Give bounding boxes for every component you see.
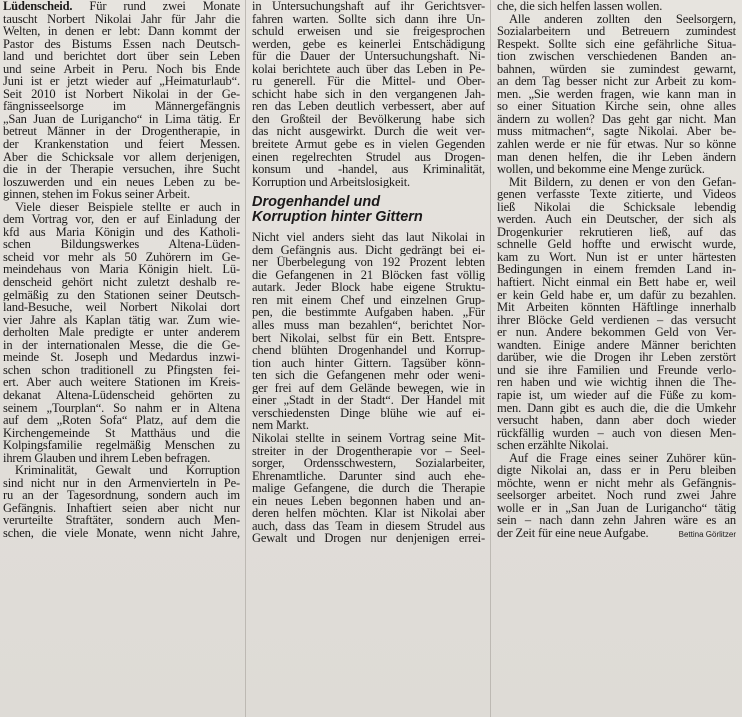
- text-line: pen, die bestimmte Aufgaben haben. „Für: [252, 306, 485, 320]
- text-line: tion zwischen verschiedenen Banden an-: [497, 50, 736, 63]
- text-line: versucht haben, dann aber doch wieder: [497, 414, 736, 427]
- text-line: einen regelrechten Strudel aus Drogen-: [252, 150, 485, 164]
- subheading: [252, 195, 485, 225]
- column-rule: [245, 0, 246, 717]
- text-line: Viele dieser Beispiele stellte er auch in: [15, 200, 240, 214]
- text-line: rapie ist, um wieder auf die Füße zu kom-: [497, 388, 736, 402]
- text-line: und sie ihre Familien und Freunde verlo-: [497, 363, 736, 377]
- text-line: Juni ist er jetzt wieder auf „Heimaturlaub“.: [3, 75, 240, 88]
- text-line: autark. Jeder Block habe eigene Struktu-: [252, 281, 485, 294]
- text-line: schen erzählte Nikolai.: [497, 439, 609, 452]
- text-line: Kriminalität, Gewalt und Korruption: [15, 464, 240, 477]
- column-rule: [490, 0, 491, 717]
- text-line: an dem Tag besser nicht zur Arbeit zu kom-: [497, 75, 736, 88]
- text-line: men. Dann gibt es auch die, die die Umkehr: [497, 401, 736, 415]
- text-line: chend blühten Drogenhandel und Korrup-: [252, 344, 485, 357]
- text-line: Lüdenscheid. Für rund zwei Monate: [3, 0, 240, 13]
- text-line: Respekt. Sollte sich eine gefährliche Situa-: [497, 37, 736, 51]
- text-line: derholten Male predigte er unter anderem: [3, 326, 240, 339]
- text-line: werden. Auch ein Deutscher, der sich als: [497, 213, 736, 226]
- text-line: Ehrenamtliche. Darunter sind auch ehe-: [252, 469, 485, 483]
- text-line: tion auch hinter Gittern. Tagsüber könn-: [252, 356, 485, 370]
- text-line: Gewalt und Drogen nur denjenigen errei-: [252, 532, 485, 545]
- text-line: tauscht Norbert Nikolai Jahr für Jahr die: [3, 12, 240, 26]
- text-line: Kolpingsfamilie regelmäßig Menschen zu: [3, 439, 240, 452]
- text-line: den Großteil der Bevölkerung habe sich: [252, 112, 485, 126]
- subheading-line: Drogenhandel und: [252, 194, 381, 211]
- text-line: Aber die Schicksale vor allem derjenigen,: [3, 150, 240, 164]
- text-line: Nikolai stellte in seinem Vortrag seine Mit-: [252, 431, 485, 445]
- closing-sentence: der Zeit für eine neue Aufgabe.: [497, 526, 649, 540]
- text-line: genen verfasste Texte zitierte, und Videos: [497, 188, 736, 201]
- text-line: meinde St. Joseph und Medardus inzwi-: [3, 351, 240, 364]
- text-line: Mit Arbeiten könnten Häftlinge innerhalb: [497, 301, 736, 314]
- subheading-line: Korruption hinter Gittern: [252, 209, 423, 226]
- text-line: sorger, Ordensschwestern, Sozialarbeiter,: [252, 457, 485, 470]
- text-line: Pastor des Bistums Essen nach Deutsch-: [3, 37, 240, 51]
- text-line: ändern zu wollen? Das geht gar nicht. Man: [497, 112, 736, 126]
- photo-credit: Bettina Görlitzer: [678, 529, 736, 539]
- text-line: wandten. Einige andere Männer berichten: [497, 338, 736, 352]
- text-line: denscheid gehört nicht zuletzt deshalb re-: [3, 276, 240, 289]
- text-line: seinem „Tourplan“. So nahm er in Altena: [3, 401, 240, 415]
- text-line: ren das Leben deutlich verbessert, aber auf: [252, 100, 485, 113]
- text-line: Nicht viel anders sieht das laut Nikolai in: [252, 231, 485, 244]
- text-line: ihrer Blöcke Geld verdienen – das versucht: [497, 313, 736, 327]
- text-line: men. „Sie werden fragen, wie kann man in: [497, 87, 736, 101]
- text-line: ein neues Leben begonnen haben und an-: [252, 494, 485, 508]
- text-line: schen schon traditionell zu Pfingsten fei-: [3, 363, 240, 377]
- text-line: ger frei auf dem Gelände bewegen, wie in: [252, 381, 485, 395]
- text-line: vier Jahre als Kaplan tätig war. Zum wie-: [3, 313, 240, 327]
- text-line: dekanat Altena-Lüdenscheid gehörten zu: [3, 388, 240, 402]
- text-line: schen, die viele Monate, wenn nicht Jahre,: [3, 526, 240, 540]
- text-line: bahnen, würden sie zumindest gewarnt,: [497, 62, 736, 76]
- text-line: kam zu Wort. Nun ist er unter härtesten: [497, 250, 736, 264]
- text-line: ner Überbelegung von 192 Prozent lebten: [252, 256, 485, 269]
- text-line: meindehaus von Maria Königin hielt. Lü-: [3, 263, 240, 277]
- text-line: ließ Nikolai die Schicksale lebendig: [497, 200, 736, 214]
- text-line: auf dem „Roten Sofa“ Platz, auf dem die: [3, 414, 240, 427]
- text-line: muss mitmachen“, sagte Nikolai. Aber be-: [497, 125, 736, 139]
- text-line: er kein Geld habe er, um dafür zu bezahlen.: [497, 288, 736, 302]
- text-line: und seine Arbeit in Peru. Noch bis Ende: [3, 62, 240, 76]
- text-line: die Gefangenen in 21 Blöcken fast völlig: [252, 268, 485, 282]
- text-line: fängnisseelsorge im Männergefängnis: [3, 100, 240, 113]
- text-line: Bedingungen in einem fremden Land in-: [497, 263, 736, 277]
- text-line: digte Nikolai an, dass er in Peru bleiben: [497, 464, 736, 477]
- text-line: seelsorger arbeitet. Noch rund zwei Jahre: [497, 489, 736, 502]
- text-line: ru an der Tagesordnung, sondern auch im: [3, 489, 240, 502]
- text-line: Auf die Frage eines seiner Zuhörer kün-: [509, 451, 736, 465]
- text-line: ert. Aber auch weitere Stationen im Kreis-: [3, 376, 240, 389]
- text-line: für die Dauer der Untersuchungshaft. Ni-: [252, 50, 485, 63]
- article-column-1: [3, 0, 240, 717]
- text-line: ginnen, stehen im Fokus seiner Arbeit.: [3, 188, 190, 201]
- text-line: alles muss man bezahlen“, berichtet Nor-: [252, 319, 485, 332]
- text-line: scheid vor mehr als 50 Zuhörern im Ge-: [3, 250, 240, 264]
- text-line: rückfällig wurden – auch von diesen Men-: [497, 426, 736, 440]
- text-line: in der internationalen Messe, die die Ge-: [3, 338, 240, 352]
- text-line: deren helfen möchten. Klar ist Nikolai aber: [252, 507, 485, 520]
- text-line: bert Nikolai, selbst für ein Bett. Entspre-: [252, 331, 485, 345]
- text-line: haftiert. Nicht einmal ein Bett habe er, weil: [497, 276, 736, 289]
- text-line: land und berichtet dort über sein Leben: [3, 50, 240, 63]
- text-line: che, die sich helfen lassen wollen.: [497, 0, 663, 13]
- text-line: ren mit einem Chef und einzelnen Grup-: [252, 293, 485, 307]
- text-line: Gefängnis. Inhaftiert seien aber nicht nur: [3, 501, 240, 515]
- text-line: Seit 2010 ist Norbert Nikolai in der Ge-: [3, 87, 240, 101]
- text-line: werden, gebe es keinerlei Entschädigung: [252, 37, 485, 51]
- text-line: er nun. Andere bekommen Geld von Ver-: [497, 326, 736, 339]
- text-line: ten sich die Gefangenen mehr oder weni-: [252, 369, 485, 382]
- text-line: fahren warten. Sollte sich dann ihre Un-: [252, 12, 485, 26]
- text-line: breitete Armut gebe es in vielen Gegenden: [252, 138, 485, 151]
- text-line: Welten, in denen er lebt: Dann kommt der: [3, 25, 240, 38]
- text-line: zahlen werde er nie für etwas. Nur so könne: [497, 138, 736, 151]
- text-line: das nicht ausgewirkt. Durch die weit ver-: [252, 125, 485, 139]
- text-line: sein – nach dann zehn Jahren wäre es an: [497, 514, 736, 527]
- text-line: kolai berichtete auch über das Leben in Pe-: [252, 62, 485, 76]
- text-line: schuld erweisen und sie freigesprochen: [252, 25, 485, 38]
- text-line: Mit Bildern, zu denen er von den Gefan-: [509, 175, 736, 189]
- text-line: loszuwerden und ein neues Leben zu be-: [3, 175, 240, 189]
- text-line: sind nicht nur in den Armenvierteln in Pe-: [3, 476, 240, 490]
- text-line: ihrem Glauben und ihrem Leben befragen.: [3, 451, 211, 465]
- text-line: die in der Therapie versuchen, ihre Sucht: [3, 163, 240, 176]
- dateline: Lüdenscheid.: [3, 0, 73, 13]
- text-line: „San Juan de Lurigancho“ in Lima tätig. Er: [3, 112, 240, 126]
- text-line: wolle er in „San Juan de Lurigancho“ tätig: [497, 501, 736, 515]
- text-line: ru generell. Für die Mittel- und Ober-: [252, 75, 485, 88]
- text-line: man denen helfen, die ihr Leben ändern: [497, 150, 736, 164]
- text-line: ren haben und wie wichtig ihnen die The-: [497, 376, 736, 389]
- text-line: der Krankenstation und feiert Messen.: [3, 138, 240, 151]
- text-line: verschiedensten Dinge blühe wie auf ei-: [252, 406, 485, 420]
- text-line: schen Bildungswerkes Altena-Lüden-: [3, 238, 240, 251]
- text-line: dem Vortrag vor, den er auf Einladung der: [3, 213, 240, 226]
- text-line: möchte, wenn er nicht mehr als Gefängnis-: [497, 476, 736, 490]
- text-line: Sozialarbeitern und Betreuern zumindest: [497, 25, 736, 38]
- text-line: einer „Stadt in der Stadt“. Der Handel mit: [252, 394, 485, 407]
- article-column-2: [252, 0, 485, 717]
- text-line: betreut Männer in der Drogentherapie, in: [3, 125, 240, 139]
- text-line: kfd aus Maria Königin und des Katholi-: [3, 225, 240, 239]
- text-line: konsum und -handel, aus Kriminalität,: [252, 163, 485, 176]
- text-line: Drogenkurier rekrutieren ließ, auf das: [497, 225, 736, 239]
- text-line: Kirchengemeinde St Matthäus und die: [3, 426, 240, 440]
- text-line: malige Gefangene, die durch die Therapie: [252, 482, 485, 495]
- text-line: Korruption und Arbeitslosigkeit.: [252, 175, 411, 189]
- text-line: darüber, wie die Drogen ihr Leben zerstört: [497, 351, 736, 364]
- text-line: verurteilte Straftäter, sondern auch Men-: [3, 514, 240, 527]
- text-line: gelmäßig zu den Stationen seiner Deutsch-: [3, 288, 240, 302]
- text-line: streiter in der Drogentherapie vor – Seel-: [252, 444, 485, 458]
- text-line: dem Gefängnis aus. Dicht gedrängt bei ei-: [252, 243, 485, 257]
- text-line: schicht habe sich in den vergangenen Jah-: [252, 87, 485, 101]
- text-line: [497, 527, 736, 540]
- text-line: auch, dass das Team in diesem Strudel aus: [252, 519, 485, 533]
- text-line: nem Markt.: [252, 419, 309, 432]
- text-line: wollen, und bekomme eine Menge zurück.: [497, 163, 705, 176]
- text-line: so einer Situation Kirche sein, ohne alles: [497, 100, 736, 113]
- text-line: in Untersuchungshaft auf ihr Gerichtsver-: [252, 0, 485, 13]
- text-line: schnelle Geld hoffte und erwischt wurde,: [497, 238, 736, 251]
- article-column-3: [497, 0, 736, 717]
- text-line: Alle anderen zollten den Seelsorgern,: [509, 12, 736, 26]
- text-line: land-Besuche, weil Norbert Nikolai dort: [3, 301, 240, 314]
